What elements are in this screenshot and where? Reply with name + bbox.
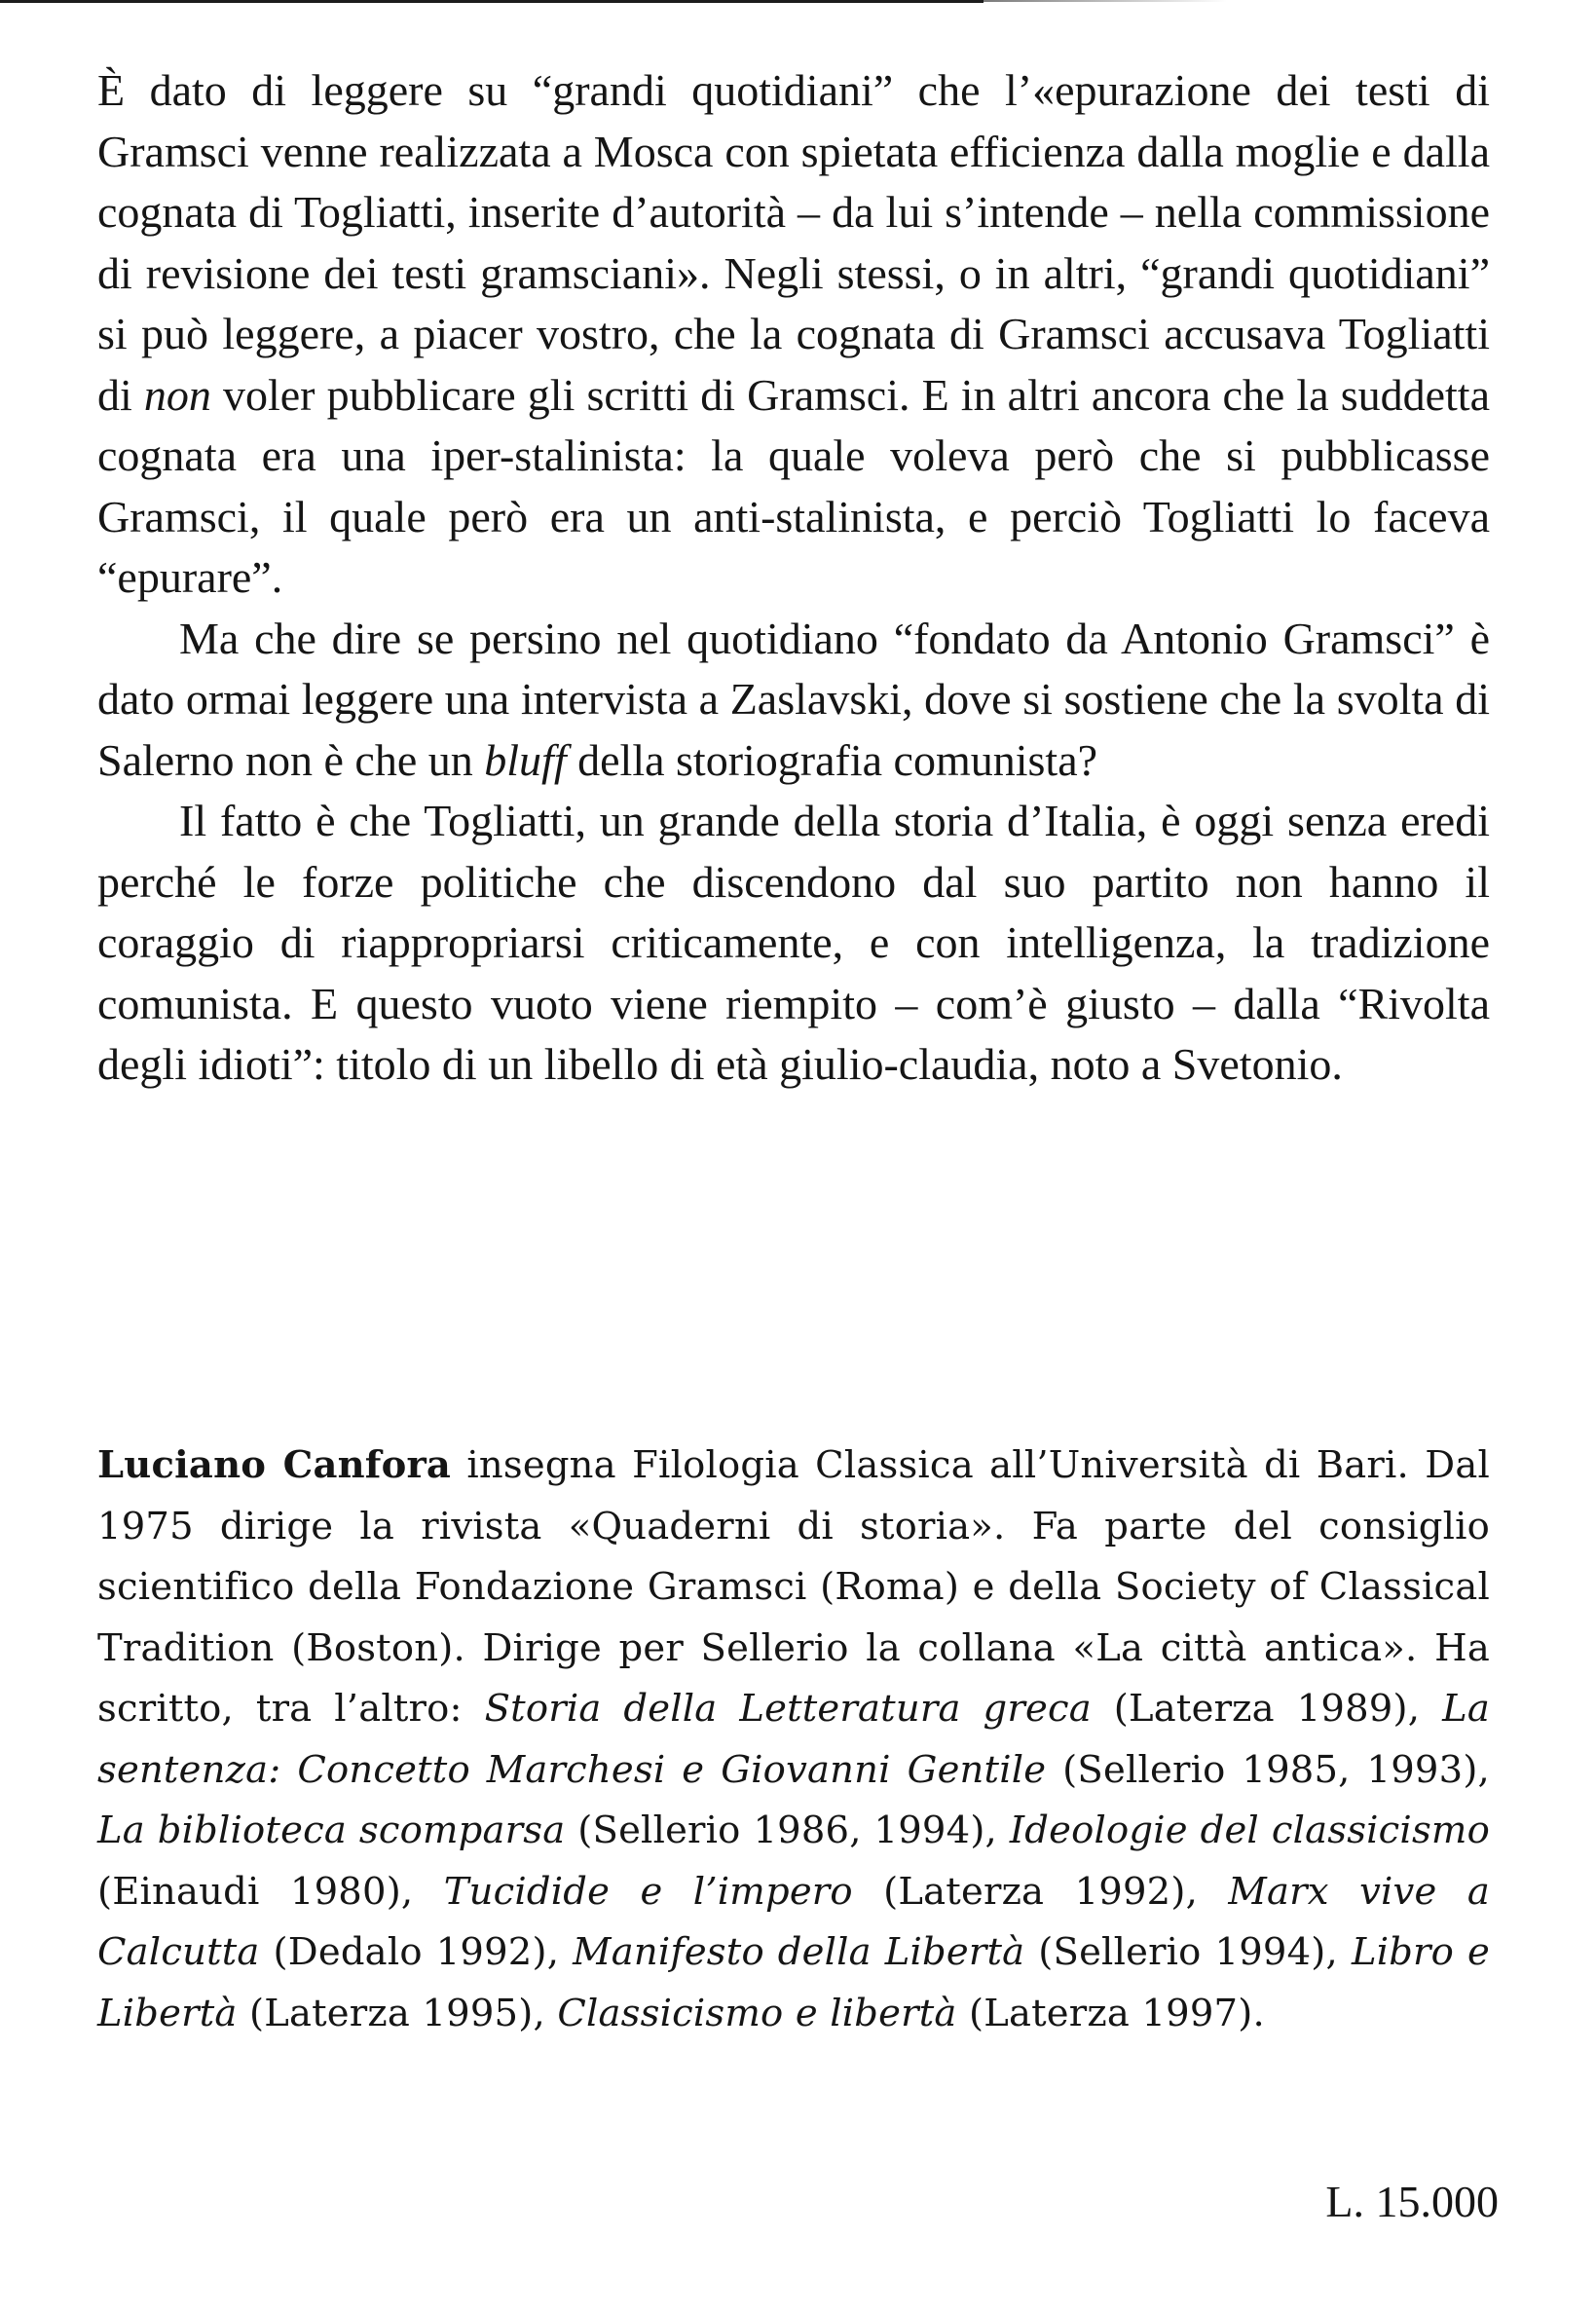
essay-paragraph-2: Ma che dire se persino nel quotidiano “fondato da Antonio Gramsci” è dato ormai leggere una intervista a Zaslavski, dove si sostiene che la svolta di Salerno non è che un bluff della storiografia comunista? (97, 613, 1490, 785)
book-title: Tucidide e l’impero (443, 1869, 853, 1914)
author-bio-paragraph: Luciano Canfora insegna Filologia Classica all’Università di Bari. Dal 1975 dirige la rivista «Quaderni di storia». Fa parte del consiglio scientifico della Fondazione Gramsci (Roma) e della Society of Classical Tradition (Boston). Dirige per Sellerio la collana «La città antica». Ha scritto, tra l’altro: Storia della Letteratura greca (Laterza 1989), La sentenza: Concetto Marchesi e Giovanni Gentile (Sellerio 1985, 1993), La biblioteca scomparsa (Sellerio 1986, 1994), Ideologie del classicismo (Einaudi 1980), Tucidide e l’impero (Laterza 1992), Marx vive a Calcutta (Dedalo 1992), Manifesto della Libertà (Sellerio 1994), Libro e Libertà (Laterza 1995), Classicismo e libertà (Laterza 1997). (97, 1443, 1490, 2035)
book-title: La sentenza: Concetto Marchesi e Giovanni Gentile (97, 1687, 1490, 1792)
author-name: Luciano Canfora (97, 1443, 452, 1487)
top-rule (0, 0, 984, 3)
book-title: Libro e Libertà (97, 1930, 1490, 2035)
book-title: Ideologie del classicismo (1009, 1809, 1490, 1852)
book-title: Manifesto della Libertà (573, 1930, 1025, 1974)
emphasis-bluff: bluff (484, 734, 567, 785)
book-title: La biblioteca scomparsa (97, 1809, 566, 1852)
essay-paragraph-1: È dato di leggere su “grandi quotidiani” che l’«epurazione dei testi di Gramsci venne realizzata a Mosca con spietata efficienza dalla moglie e dalla cognata di Togliatti, inserite d’autorità – da lui s’intende – nella commissione di revisione dei testi gramsciani». Negli stessi, o in altri, “grandi quotidiani” si può leggere, a piacer vostro, che la cognata di Gramsci accusava Togliatti di non voler pubblicare gli scritti di Gramsci. E in altri ancora che la suddetta cognata era una iper-stalinista: la quale voleva però che si pubblicasse Gramsci, il quale però era un anti-stalinista, e perciò Togliatti lo faceva “epurare”. (97, 65, 1490, 602)
author-bio (97, 1436, 1490, 2044)
price-label: L. 15.000 (1325, 2177, 1499, 2226)
top-rule-fade (984, 0, 1227, 2)
book-title: Classicismo e libertà (557, 1991, 957, 2035)
book-title: Marx vive a Calcutta (97, 1869, 1490, 1974)
essay-text (97, 60, 1490, 1096)
book-title: Storia della Letteratura greca (484, 1687, 1092, 1731)
emphasis-non: non (143, 369, 211, 420)
essay-paragraph-3: Il fatto è che Togliatti, un grande della storia d’Italia, è oggi senza eredi perché le forze politiche che discendono dal suo partito non hanno il coraggio di riappropriarsi criticamente, e con intelligenza, la tradizione comunista. E questo vuoto viene riempito – com’è giusto – dalla “Rivolta degli idioti”: titolo di un libello di età giulio-claudia, noto a Svetonio. (97, 796, 1490, 1089)
